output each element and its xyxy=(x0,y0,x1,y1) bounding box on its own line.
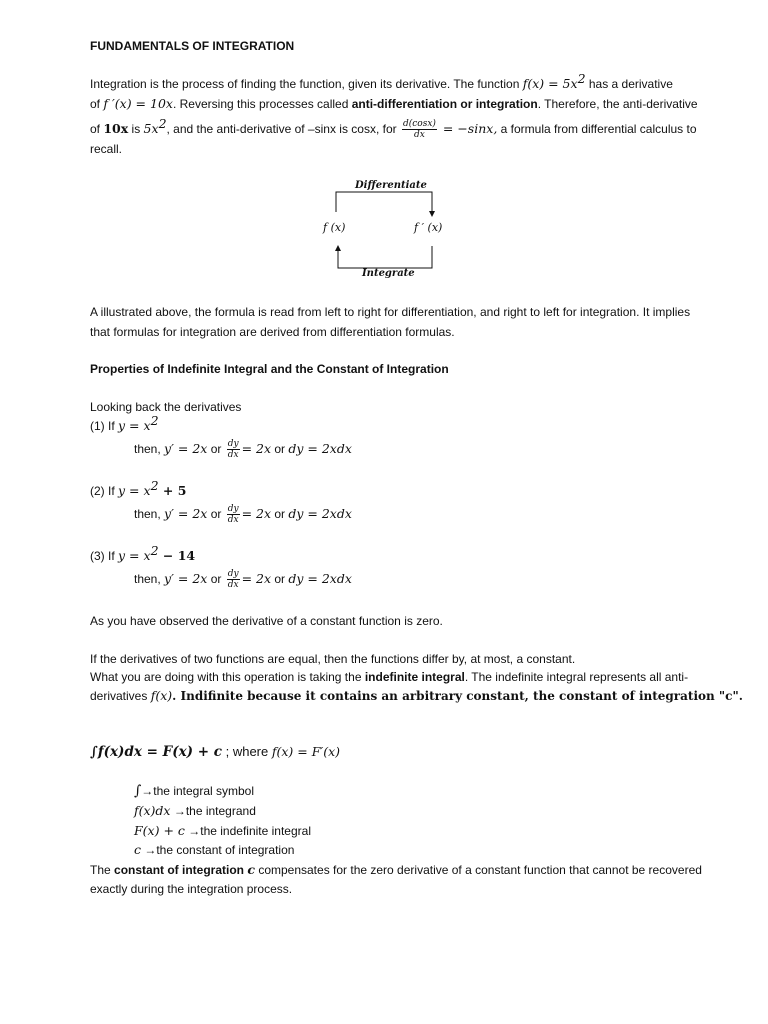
bold-term: constant of integration xyxy=(114,863,248,877)
fraction-dy-dx: $\frac{dy}{dx}$ xyxy=(227,569,239,591)
para3-line-2: What you are doing with this operation is taking the indefinite integral. The indefinite integral represents all anti- xyxy=(90,670,689,684)
intro-line-4: recall. xyxy=(90,142,123,156)
example-1-derivative: then, y′ = 2x or $\frac{dy}{dx}$ = 2x or dy = 2xdx xyxy=(134,439,352,461)
closing-line-2: exactly during the integration process. xyxy=(90,882,293,896)
diagram-integrate-label: Integrate xyxy=(362,268,415,279)
looking-back-text: Looking back the derivatives xyxy=(90,400,242,414)
bold-term: anti-differentiation or integration xyxy=(351,97,538,111)
math-5x2: 5x xyxy=(143,121,159,136)
fraction-dcosx-dx: $\frac{d(\cos x)}{dx}$ xyxy=(402,119,436,141)
math-10x: 10x xyxy=(103,121,129,136)
diagram-fx-label: f (x) xyxy=(323,221,346,234)
bold-term: indefinite integral xyxy=(364,670,465,684)
diagram-differentiate-label: Differentiate xyxy=(355,180,427,191)
example-3-derivative: then, y′ = 2x or $\frac{dy}{dx}$ = 2x or dy = 2xdx xyxy=(134,569,352,591)
intro-text: . Therefore, the anti-derivative xyxy=(537,97,698,111)
intro-line-2 xyxy=(90,96,698,112)
intro-text: of xyxy=(90,122,104,136)
para2-line-1: A illustrated above, the formula is read from left to right for differentiation, and right to left for integration. It implies xyxy=(90,305,691,319)
math-fx: f(x) = 5x xyxy=(522,76,578,91)
def-integral-symbol: ∫→the integral symbol xyxy=(134,783,255,799)
closing-line-1: The constant of integration c compensates for the zero derivative of a constant function that cannot be recovered xyxy=(90,862,702,877)
section-heading: Properties of Indefinite Integral and the Constant of Integration xyxy=(90,362,449,376)
def-indefinite-integral: F(x) + c →the indefinite integral xyxy=(134,823,311,838)
observed-text: As you have observed the derivative of a constant function is zero. xyxy=(90,614,443,628)
intro-line-3 xyxy=(90,118,697,140)
fraction-dy-dx: $\frac{dy}{dx}$ xyxy=(227,439,239,461)
diff-integrate-diagram xyxy=(320,178,450,282)
example-2-derivative: then, y′ = 2x or $\frac{dy}{dx}$ = 2x or dy = 2xdx xyxy=(134,504,352,526)
def-constant: c →the constant of integration xyxy=(134,842,295,857)
intro-text: of xyxy=(90,97,104,111)
intro-text: has a derivative xyxy=(585,77,673,91)
fraction-dy-dx: $\frac{dy}{dx}$ xyxy=(227,504,239,526)
intro-text: . Reversing this processes called xyxy=(172,97,352,111)
math-neg-sinx: = −sinx, xyxy=(438,121,498,136)
def-integrand: f(x)dx →the integrand xyxy=(134,803,256,818)
intro-line-1 xyxy=(90,71,673,92)
math-fprime: f ′(x) = 10x xyxy=(103,96,173,111)
intro-text: a formula from differential calculus to xyxy=(497,122,697,136)
math-sup: 2 xyxy=(158,116,167,131)
para3-line-3: derivatives f(x). Indifinite because it contains an arbitrary constant, the constant of integration "c". xyxy=(90,688,743,703)
page-title: FUNDAMENTALS OF INTEGRATION xyxy=(90,39,295,53)
para2-line-2: that formulas for integration are derived from differentiation formulas. xyxy=(90,325,455,339)
example-3-if: (3) If $y = x^2 - 14$ xyxy=(90,543,196,563)
intro-text: Integration is the process of finding the function, given its derivative. The function xyxy=(90,77,523,91)
diagram-fprime-label: f ′ (x) xyxy=(414,221,443,234)
math-sup: 2 xyxy=(577,71,586,86)
integral-formula: ∫f(x)dx = F(x) + c ; where f(x) = F′(x) xyxy=(90,744,341,760)
para3-line-1: If the derivatives of two functions are equal, then the functions differ by, at most, a constant. xyxy=(90,652,576,666)
intro-text: , and the anti-derivative of –sinx is cosx, for xyxy=(166,122,400,136)
example-2-if: (2) If $y = x^2 + 5$ xyxy=(90,478,187,498)
example-1-if: (1) If $y = x^2$ xyxy=(90,413,159,433)
intro-text: is xyxy=(128,122,144,136)
